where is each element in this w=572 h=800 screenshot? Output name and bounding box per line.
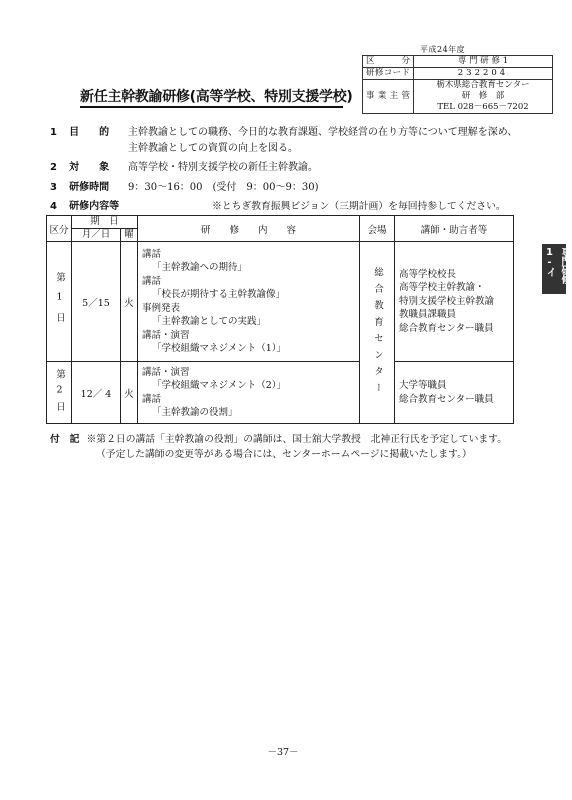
lecturer-item: 大学等職員 bbox=[399, 380, 447, 391]
weekday-cell: 火 bbox=[121, 362, 138, 424]
fiscal-year-label: 平成24年度 bbox=[420, 45, 466, 54]
content-cell bbox=[138, 362, 360, 424]
time-text: 9：30～16：00 (受付 9：00～9：30) bbox=[128, 182, 319, 193]
page-number: －37－ bbox=[267, 747, 299, 758]
side-tab-label: 専門研修1-イ bbox=[544, 247, 570, 283]
lecturer-item: 高等学校校長 bbox=[399, 268, 457, 280]
content-topic: 「主幹教諭への期待」 bbox=[152, 262, 248, 273]
footnote-line-2: （予定した講師の変更等がある場合には、センターホームページに掲載いたします。） bbox=[96, 449, 472, 460]
footnote-label: 付 記 bbox=[50, 434, 80, 445]
content-topic: 「学校組織マネジメント（1）」 bbox=[152, 343, 287, 354]
section-number: 2 bbox=[50, 162, 57, 173]
purpose-text bbox=[128, 125, 524, 157]
venue-label: 総合教育センター bbox=[372, 266, 383, 399]
section-2 bbox=[50, 160, 109, 176]
section-4 bbox=[50, 199, 119, 215]
content-type: 講話 bbox=[142, 248, 162, 260]
content-cell bbox=[138, 242, 360, 362]
table-row bbox=[47, 242, 514, 362]
content-type: 事例発表 bbox=[142, 302, 181, 314]
title-underline bbox=[80, 106, 343, 108]
section-side-tab bbox=[542, 244, 570, 294]
lecturer-item: 教職員課職員 bbox=[399, 309, 457, 321]
date-cell: 12／ 4 bbox=[72, 362, 121, 424]
content-type: 講話 bbox=[142, 393, 162, 405]
info-value: TEL 028－665－7202 bbox=[414, 102, 553, 114]
info-value: 研 修 部 bbox=[414, 91, 553, 102]
section-number: 1 bbox=[50, 127, 57, 138]
schedule-table bbox=[46, 215, 514, 424]
section-1 bbox=[50, 125, 109, 141]
content-type: 講話・演習 bbox=[142, 366, 190, 378]
footnote bbox=[50, 432, 530, 462]
header-kubun: 区分 bbox=[47, 216, 72, 242]
section-number: 4 bbox=[50, 201, 57, 212]
purpose-line-2: 主幹教諭としての資質の向上を図る。 bbox=[128, 143, 298, 154]
section-label: 研修内容等 bbox=[69, 201, 120, 212]
table-row bbox=[47, 362, 514, 424]
header-date: 期 日 bbox=[72, 216, 138, 229]
content-topic: 「主幹教諭の役割」 bbox=[152, 407, 238, 418]
header-content: 研 修 内 容 bbox=[138, 216, 360, 242]
date-cell: 5／15 bbox=[72, 242, 121, 362]
lecturer-item: 総合教育センター職員 bbox=[399, 322, 494, 334]
section-label: 研修時間 bbox=[69, 182, 110, 193]
info-value: 栃木県総合教育センター bbox=[414, 80, 553, 92]
section-3 bbox=[50, 180, 109, 196]
content-type: 講話 bbox=[142, 275, 162, 287]
lecturer-item: 特別支援学校主幹教諭 bbox=[399, 295, 495, 307]
day-label: 第2日 bbox=[54, 368, 65, 417]
weekday-cell: 火 bbox=[121, 242, 138, 362]
info-value: 専 門 研 修 1 bbox=[414, 56, 553, 68]
bring-vision-note: ※とちぎ教育振興ビジョン（三期計画）を毎回持参してください。 bbox=[212, 201, 506, 212]
info-key: 研修コード bbox=[363, 68, 414, 80]
content-topic: 「主幹教諭としての実践」 bbox=[152, 316, 267, 327]
info-key: 区 分 bbox=[363, 56, 414, 68]
header-weekday: 曜 bbox=[121, 229, 138, 242]
lecturer-cell bbox=[395, 242, 514, 362]
content-topic: 「学校組織マネジメント（2）」 bbox=[152, 380, 287, 391]
header-lecturer: 講師・助言者等 bbox=[395, 216, 514, 242]
section-label: 対 象 bbox=[69, 162, 110, 173]
target-text: 高等学校・特別支援学校の新任主幹教諭。 bbox=[128, 162, 318, 173]
lecturer-item: 高等学校主幹教諭・ bbox=[399, 282, 485, 294]
lecturer-cell bbox=[395, 362, 514, 424]
section-number: 3 bbox=[50, 182, 57, 193]
content-type: 講話・演習 bbox=[142, 329, 190, 341]
info-value: 232204 bbox=[414, 68, 553, 80]
info-key: 事業主管 bbox=[363, 80, 414, 114]
purpose-line-1: 主幹教諭としての職務、今日的な教育課題、学校経営の在り方等について理解を深め、 bbox=[128, 127, 518, 138]
header-venue: 会場 bbox=[360, 216, 395, 242]
day-label: 第1日 bbox=[54, 271, 65, 332]
header-month-day: 月／日 bbox=[72, 229, 121, 242]
content-topic: 「校長が期待する主幹教諭像」 bbox=[152, 289, 286, 300]
course-info-table bbox=[362, 55, 553, 114]
page-title: 新任主幹教諭研修(高等学校、特別支援学校) bbox=[80, 89, 353, 105]
lecturer-item: 総合教育センター職員 bbox=[399, 393, 494, 405]
section-label: 目 的 bbox=[69, 127, 110, 138]
footnote-line-1: ※第２日の講話「主幹教諭の役割」の講師は、国士舘大学教授 北神正行氏を予定しています。 bbox=[86, 434, 507, 445]
